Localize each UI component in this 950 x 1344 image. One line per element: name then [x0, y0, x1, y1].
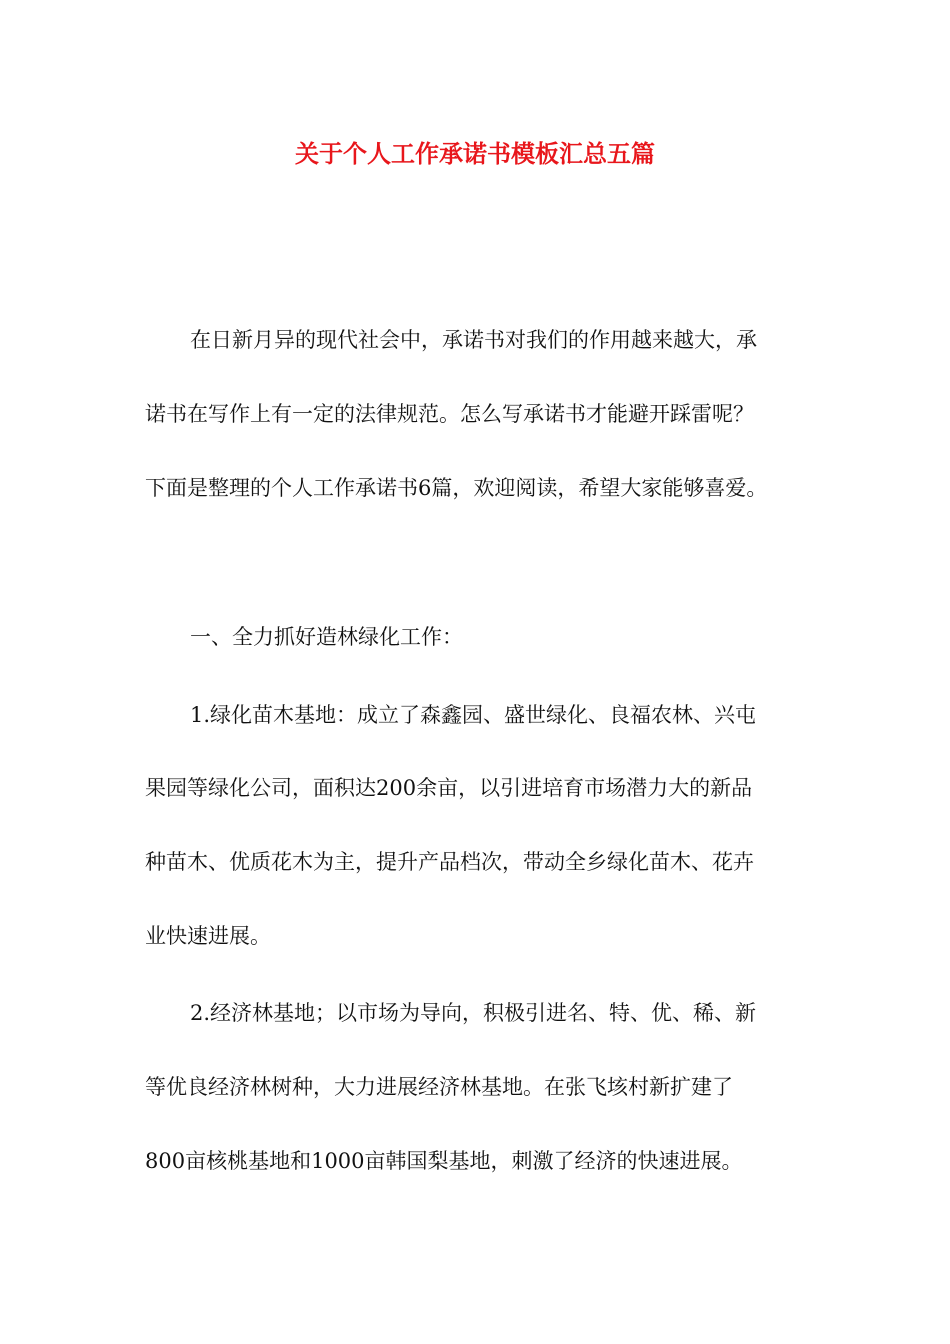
document-title: 关于个人工作承诺书模板汇总五篇 — [295, 139, 655, 168]
paragraph-line: 800亩核桃基地和1000亩韩国梨基地，刺激了经济的快速进展。 — [145, 1149, 743, 1173]
paragraph-line: 下面是整理的个人工作承诺书6篇，欢迎阅读，希望大家能够喜爱。 — [145, 476, 768, 500]
paragraph-line: 种苗木、优质花木为主，提升产品档次，带动全乡绿化苗木、花卉 — [145, 850, 754, 874]
paragraph-line: 在日新月异的现代社会中，承诺书对我们的作用越来越大，承 — [190, 328, 757, 352]
paragraph-line: 1.绿化苗木基地：成立了森鑫园、盛世绿化、良福农林、兴屯 — [190, 703, 757, 727]
paragraph-line: 果园等绿化公司，面积达200余亩，以引进培育市场潜力大的新品 — [145, 776, 753, 800]
section-heading: 一、全力抓好造林绿化工作： — [190, 625, 463, 649]
paragraph-line: 2.经济林基地；以市场为导向，积极引进名、特、优、稀、新 — [190, 1001, 757, 1025]
paragraph-line: 诺书在写作上有一定的法律规范。怎么写承诺书才能避开踩雷呢？ — [145, 402, 754, 426]
paragraph-line: 等优良经济林树种，大力进展经济林基地。在张飞垓村新扩建了 — [145, 1075, 733, 1099]
paragraph-line: 业快速进展。 — [145, 924, 271, 948]
